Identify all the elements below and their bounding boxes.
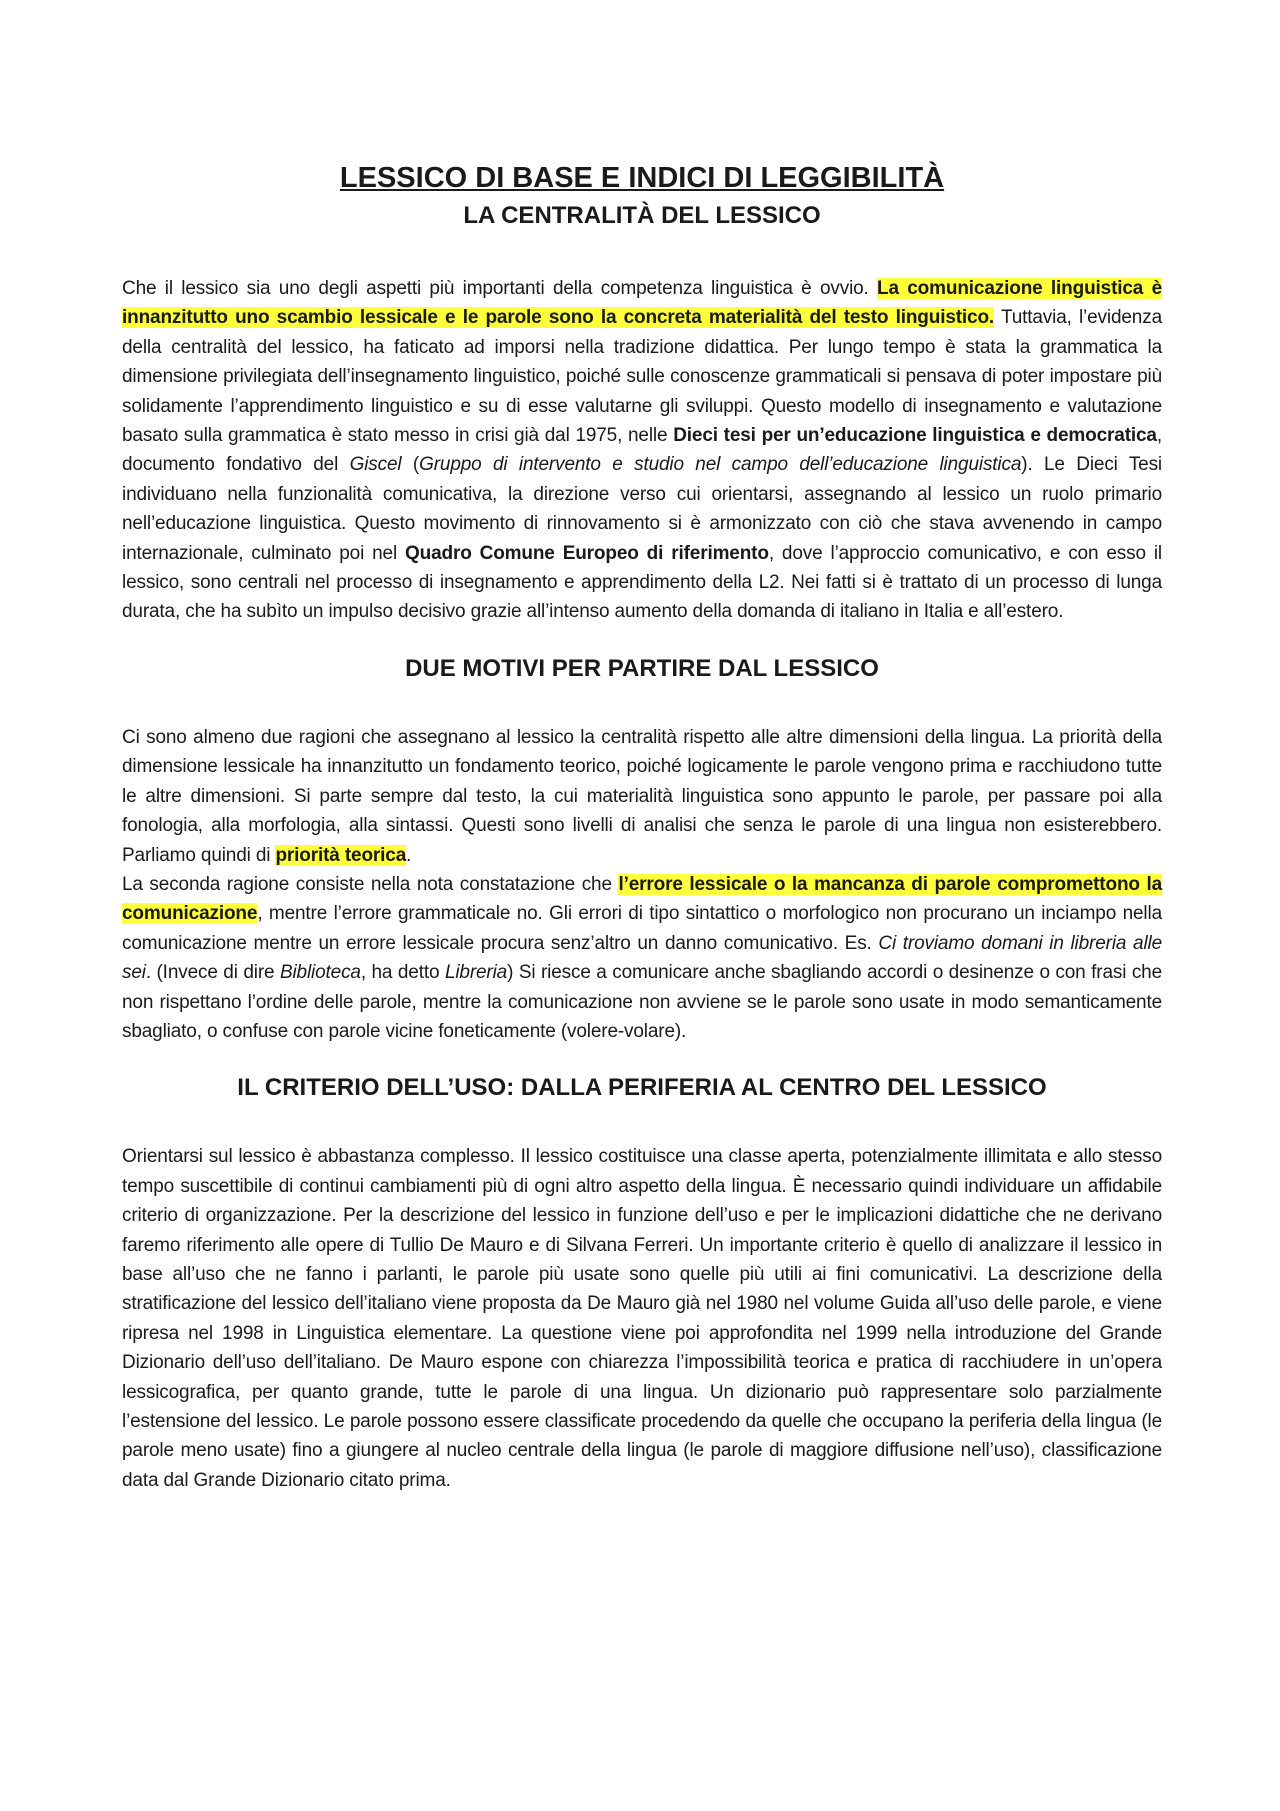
section-title-criterio-uso: IL CRITERIO DELL’USO: DALLA PERIFERIA AL CENTRO DEL LESSICO: [237, 1074, 1047, 1102]
bold-dieci-tesi: Dieci tesi per un’educazione linguistica e democratica: [673, 425, 1157, 447]
text-run: , ha detto: [360, 962, 445, 984]
italic-biblioteca: Biblioteca: [279, 962, 361, 984]
text-run: La seconda ragione consiste nella nota constatazione che: [122, 873, 619, 895]
text-run: , dove l’approccio comunicativo, e con esso il lessico, sono centrali nel processo di insegnamento e apprendimento della L2. Nei fatti si è trattato di un processo di lunga durata, che ha subìto un impulso decisivo grazie all’intenso aumento della domanda di italiano in Italia e all’estero.: [122, 542, 1163, 623]
text-run: ). Le Dieci Tesi individuano nella funzionalità comunicativa, la direzione verso cui orientarsi, assegnando al lessico un ruolo primario nell’educazione linguistica. Questo movimento di rinnovamento si è armonizzato con ciò che stava avvenendo in campo internazionale, culminato poi nel: [122, 454, 1163, 564]
text-run: . (Invece di dire: [145, 962, 280, 984]
text-run: Tuttavia, l’evidenza della centralità del lessico, ha faticato ad imporsi nella tradizione didattica. Per lungo tempo è stata la grammatica la dimensione privilegiata dell’insegnamento linguistico, poiché sulle conoscenze grammaticali si pensava di poter impostare più solidamente l’apprendimento linguistico e su di esse valutarne gli sviluppi. Questo modello di insegnamento e valutazione basato sulla grammatica è stato messo in crisi già dal 1975, nelle: [122, 307, 1162, 447]
document-page: [122, 160, 1162, 1495]
paragraph-centralita: [122, 274, 1162, 627]
italic-libreria: Libreria: [444, 962, 508, 984]
highlight-priorita-teorica: priorità teorica: [275, 844, 407, 866]
text-run: (: [401, 454, 420, 476]
section-title-centralita: LA CENTRALITÀ DEL LESSICO: [463, 202, 821, 229]
text-run: Che il lessico sia uno degli aspetti più importanti della competenza linguistica è ovvio.: [122, 278, 878, 299]
paragraph-criterio-uso: Orientarsi sul lessico è abbastanza complesso. Il lessico costituisce una classe aperta, potenzialmente illimitata e allo stesso tempo suscettibile di continui cambiamenti più di ogni altro aspetto della lingua. È necessario quindi individuare un affidabile criterio di organizzazione. Per la descrizione del lessico in funzione dell’uso e per le implicazioni didattiche che ne derivano faremo riferimento alle opere di Tullio De Mauro e di Silvana Ferreri. Un importante criterio è quello di analizzare il lessico in base all’uso che ne fanno i parlanti, le parole più usate sono quelle più utili ai fini comunicativi. La descrizione della stratificazione del lessico dell’italiano viene proposta da De Mauro già nel 1980 nel volume Guida all’uso delle parole, e viene ripresa nel 1998 in Linguistica elementare. La questione viene poi approfondita nel 1999 nella introduzione del Grande Dizionario dell’uso dell’italiano. De Mauro espone con chiarezza l’impossibilità teorica e pratica di racchiudere in un’opera lessicografica, per quanto grande, tutte le parole di una lingua. Un dizionario può rappresentare solo parzialmente l’estensione del lessico. Le parole possono essere classificate procedendo da quelle che occupano la periferia della lingua (le parole meno usate) fino a giungere al nucleo centrale della lingua (le parole di maggiore diffusione nell’uso), classificazione data dal Grande Dizionario citato prima.: [122, 1146, 1162, 1491]
text-run: .: [406, 844, 412, 866]
highlight-comunicazione: La comunicazione linguistica è innanzitutto uno scambio lessicale e le parole sono la concreta materialità del testo linguistico.: [122, 278, 1162, 329]
text-run: , documento fondativo del: [122, 425, 1162, 476]
text-run: Ci sono almeno due ragioni che assegnano al lessico la centralità rispetto alle altre dimensioni della lingua. La priorità della dimensione lessicale ha innanzitutto un fondamento teorico, poiché logicamente le parole vengono prima e racchiudono tutte le altre dimensioni. Si parte sempre dal testo, la cui materialità linguistica sono appunto le parole, per passare poi alla fonologia, alla morfologia, alla sintassi. Questi sono livelli di analisi che senza le parole di una lingua non esisterebbero. Parliamo quindi di: [122, 726, 1162, 866]
section-title-due-motivi: DUE MOTIVI PER PARTIRE DAL LESSICO: [405, 654, 879, 682]
italic-gruppo: Gruppo di intervento e studio nel campo dell’educazione linguistica: [419, 454, 1022, 476]
italic-example: Ci troviamo domani in libreria alle sei: [122, 932, 1163, 984]
highlight-errore-lessicale: l’errore lessicale o la mancanza di parole compromettono la comunicazione: [122, 873, 1162, 925]
italic-giscel: Giscel: [349, 454, 402, 476]
bold-quadro-comune: Quadro Comune Europeo di riferimento: [405, 542, 769, 564]
document-title: LESSICO DI BASE E INDICI DI LEGGIBILITÀ: [339, 162, 945, 194]
text-run: , mentre l’errore grammaticale no. Gli errori di tipo sintattico o morfologico non procurano un inciampo nella comunicazione mentre un errore lessicale procura senz’altro un danno comunicativo. Es.: [122, 903, 1162, 954]
text-run: ) Si riesce a comunicare anche sbagliando accordi o desinenze o con frasi che non rispettano l’ordine delle parole, mentre la comunicazione non avviene se le parole sono usate in modo semanticamente sbagliato, o confuse con parole vicine foneticamente (volere-volare).: [122, 962, 1163, 1042]
paragraph-due-motivi-2: [122, 870, 1162, 1046]
paragraph-due-motivi-1: [122, 723, 1162, 870]
